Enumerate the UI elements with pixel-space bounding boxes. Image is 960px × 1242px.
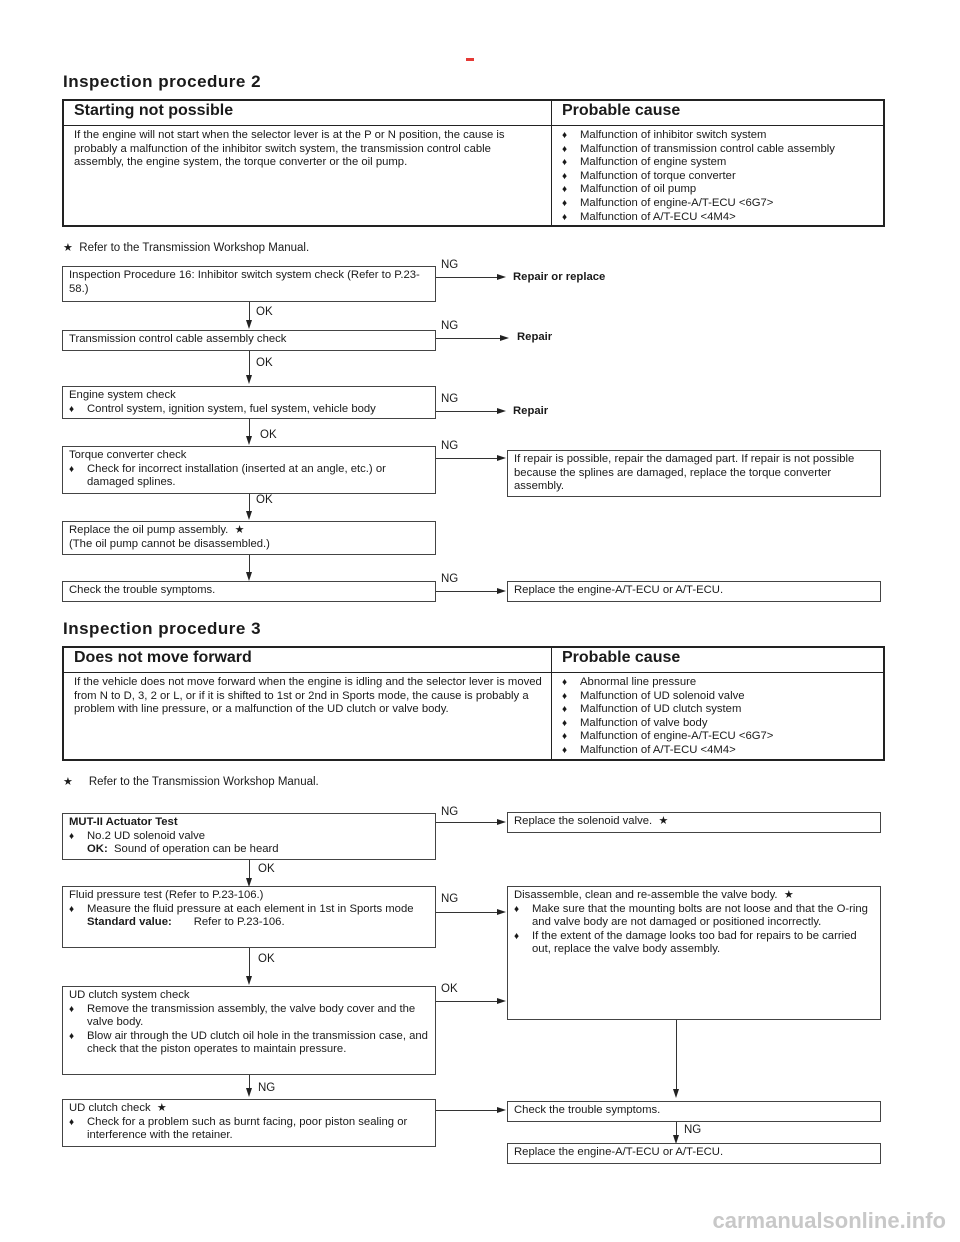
step-item: ♦ Blow air through the UD clutch oil hole in the transmission case, and check that the piston operates to maintain pressure. [69, 1030, 429, 1057]
note-text: Refer to the Transmission Workshop Manual. [79, 242, 310, 254]
step-item: ♦ Measure the fluid pressure at each element in 1st in Sports mode [69, 903, 429, 917]
star-icon: ★ [783, 889, 794, 901]
cause-item: ♦ Malfunction of inhibitor switch system [562, 129, 880, 143]
ng-label: NG [441, 440, 459, 452]
cause-item: ♦ Malfunction of UD clutch system [562, 703, 880, 717]
flow-step [62, 886, 436, 948]
step-item: ♦ Control system, ignition system, fuel system, vehicle body [69, 403, 429, 417]
header-mark [466, 58, 474, 61]
cause-item: ♦ Malfunction of valve body [562, 717, 880, 731]
flow-connector [436, 1110, 498, 1111]
flow-step [62, 386, 436, 419]
flow-connector [249, 419, 250, 437]
procedure-3-title: Inspection procedure 3 [63, 619, 262, 638]
symptom-header: Starting not possible [74, 102, 234, 119]
step-item: ♦ No.2 UD solenoid valve [69, 830, 429, 844]
flow-result [507, 1143, 881, 1164]
cause-item: ♦ Malfunction of A/T-ECU <4M4> [562, 211, 880, 225]
flow-step [62, 813, 436, 860]
flow-result [507, 581, 881, 602]
flow-step [62, 986, 436, 1075]
step-title: UD clutch system check [69, 989, 190, 1001]
star-icon: ★ [156, 1102, 167, 1114]
result-text: Replace the solenoid valve. [514, 815, 653, 827]
step-text: Inspection Procedure 16: Inhibitor switch system check (Refer to P.23-58.) [69, 269, 420, 295]
cause-item: ♦ Malfunction of transmission control cable assembly [562, 143, 880, 157]
arrow-down-icon [246, 436, 252, 445]
ng-label: NG [441, 893, 459, 905]
step-text: Replace the oil pump assembly. [69, 524, 229, 536]
step-title: MUT-II Actuator Test [69, 816, 178, 828]
flow-step [62, 521, 436, 555]
flow-result [507, 812, 881, 833]
arrow-right-icon [497, 909, 506, 915]
step-text: Check the trouble symptoms. [69, 584, 216, 596]
flow-connector [249, 494, 250, 512]
step-text: (The oil pump cannot be disassembled.) [69, 537, 270, 550]
arrow-down-icon [246, 511, 252, 520]
flow-connector [436, 822, 498, 823]
step-title: UD clutch check [69, 1102, 151, 1114]
flow-connector [436, 277, 498, 278]
arrow-down-icon [673, 1089, 679, 1098]
cause-item: ♦ Malfunction of oil pump [562, 183, 880, 197]
reference-note [63, 775, 319, 788]
flow-connector [676, 1020, 677, 1090]
arrow-right-icon [497, 274, 506, 280]
ok-value: Sound of operation can be heard [114, 843, 279, 856]
ng-label: NG [441, 393, 459, 405]
note-text: Refer to the Transmission Workshop Manual. [88, 776, 319, 788]
flow-connector [249, 351, 250, 376]
cause-item: ♦ Malfunction of UD solenoid valve [562, 690, 880, 704]
reference-note [63, 241, 309, 254]
cause-item: ♦ Malfunction of engine-A/T-ECU <6G7> [562, 197, 880, 211]
cause-item: ♦ Malfunction of torque converter [562, 170, 880, 184]
flow-connector [436, 411, 498, 412]
ng-label: NG [441, 320, 459, 332]
ok-label: OK [256, 357, 273, 369]
cause-list [562, 676, 880, 758]
step-title: Torque converter check [69, 449, 187, 461]
flow-result [507, 886, 881, 1020]
star-icon: ★ [63, 776, 73, 788]
ng-label: NG [258, 1082, 276, 1094]
cause-header: Probable cause [562, 102, 681, 119]
arrow-down-icon [246, 320, 252, 329]
flow-connector [436, 912, 498, 913]
ng-label: NG [441, 259, 459, 271]
flow-result [507, 1101, 881, 1122]
step-item: ♦ Check for a problem such as burnt facing, poor piston sealing or interference with the retainer. [69, 1116, 429, 1143]
arrow-right-icon [500, 335, 509, 341]
arrow-down-icon [246, 976, 252, 985]
watermark: carmanualsonline.info [712, 1208, 946, 1233]
flow-result [507, 450, 881, 497]
arrow-right-icon [497, 819, 506, 825]
flow-step [62, 266, 436, 302]
ok-label: OK [258, 953, 275, 965]
symptom-text: If the vehicle does not move forward when the engine is idling and the selector lever is moved from N to D, 3, 2 or L, or if it is shifted to 1st or 2nd in Sports mode, the cause is probably a problem with line pressure, or a malfunction of the UD clutch or valve body. [74, 676, 542, 716]
cause-item: ♦ Malfunction of engine system [562, 156, 880, 170]
step-item: ♦ Check for incorrect installation (inserted at an angle, etc.) or damaged splines. [69, 463, 429, 490]
flow-result: Repair [517, 331, 553, 343]
ok-key: OK: [87, 843, 108, 856]
ok-label: OK [260, 429, 277, 441]
step-title: Fluid pressure test (Refer to P.23-106.) [69, 889, 264, 901]
cause-item: ♦ Malfunction of A/T-ECU <4M4> [562, 744, 880, 758]
cause-list [562, 129, 880, 224]
flow-connector [249, 948, 250, 978]
result-text: Check the trouble symptoms. [514, 1104, 661, 1116]
flow-step [62, 1099, 436, 1147]
flow-connector [436, 458, 498, 459]
symptom-text: If the engine will not start when the selector lever is at the P or N position, the cause is probably a malfunction of the inhibitor switch system, the transmission control cable assembly, the engine system, the torque converter or the oil pump. [74, 129, 505, 169]
ng-label: NG [684, 1124, 702, 1136]
arrow-down-icon [246, 375, 252, 384]
result-title: Disassemble, clean and re-assemble the valve body. [514, 889, 778, 901]
flow-step [62, 330, 436, 351]
arrow-down-icon [246, 1088, 252, 1097]
flow-connector [436, 338, 501, 339]
ok-label: OK [441, 983, 458, 995]
standard-key: Standard value: [87, 916, 172, 929]
flow-step [62, 446, 436, 494]
flow-connector [249, 302, 250, 322]
cause-item: ♦ Abnormal line pressure [562, 676, 880, 690]
ng-label: NG [441, 806, 459, 818]
table-divider [551, 648, 552, 759]
star-icon: ★ [63, 242, 73, 254]
result-item: ♦ If the extent of the damage looks too bad for repairs to be carried out, replace the valve body assembly. [514, 930, 874, 957]
result-text: Replace the engine-A/T-ECU or A/T-ECU. [514, 1146, 724, 1158]
table-divider [551, 101, 552, 225]
arrow-down-icon [246, 572, 252, 581]
flow-result: Repair [513, 405, 549, 417]
cause-header: Probable cause [562, 649, 681, 666]
flow-result: Repair or replace [513, 271, 606, 283]
ok-label: OK [256, 306, 273, 318]
ok-label: OK [258, 863, 275, 875]
result-item: ♦ Make sure that the mounting bolts are not loose and that the O-ring and valve body are not damaged or positioned incorrectly. [514, 903, 874, 930]
result-text: If repair is possible, repair the damaged part. If repair is not possible because the splines are damaged, replace the torque converter assembly. [514, 453, 855, 493]
flow-connector [436, 1001, 498, 1002]
arrow-right-icon [497, 1107, 506, 1113]
flow-step [62, 581, 436, 602]
star-icon: ★ [234, 524, 245, 536]
procedure-2-table [62, 99, 885, 227]
symptom-header: Does not move forward [74, 649, 252, 666]
step-item: ♦ Remove the transmission assembly, the valve body cover and the valve body. [69, 1003, 429, 1030]
arrow-right-icon [497, 408, 506, 414]
arrow-right-icon [497, 455, 506, 461]
arrow-right-icon [497, 998, 506, 1004]
ng-label: NG [441, 573, 459, 585]
cause-item: ♦ Malfunction of engine-A/T-ECU <6G7> [562, 730, 880, 744]
ok-label: OK [256, 494, 273, 506]
arrow-right-icon [497, 588, 506, 594]
step-text: Transmission control cable assembly check [69, 333, 287, 345]
star-icon: ★ [658, 815, 669, 827]
standard-value: Refer to P.23-106. [193, 916, 285, 929]
procedure-3-table [62, 646, 885, 761]
procedure-2-title: Inspection procedure 2 [63, 72, 262, 91]
step-title: Engine system check [69, 389, 176, 401]
result-text: Replace the engine-A/T-ECU or A/T-ECU. [514, 584, 724, 596]
flow-connector [249, 860, 250, 880]
flow-connector [436, 591, 498, 592]
